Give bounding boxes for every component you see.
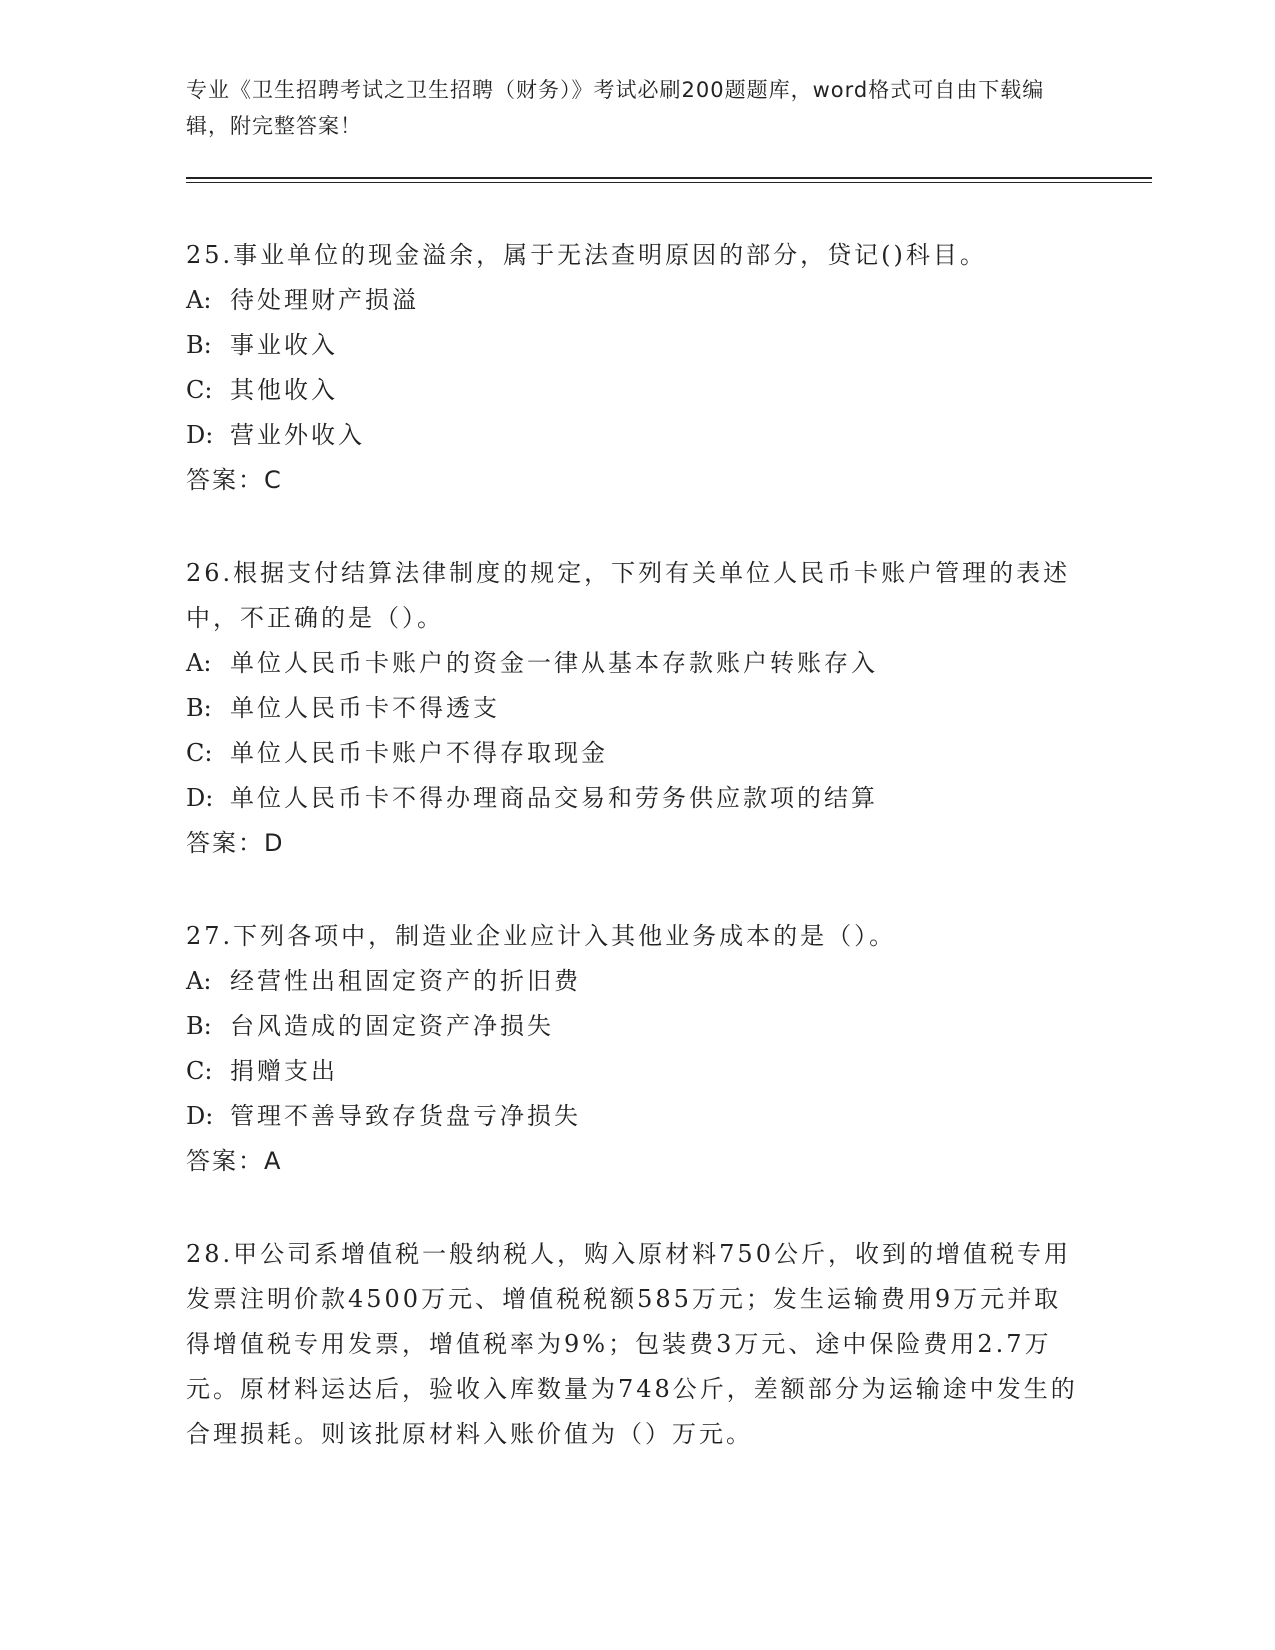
option-b [186,686,1086,731]
option-text: 营业外收入 [230,421,365,449]
option-d [186,1094,1086,1139]
option-text: 单位人民币卡账户不得存取现金 [230,739,608,767]
option-text: 经营性出租固定资产的折旧费 [230,967,581,995]
option-b [186,323,1086,368]
option-letter: B: [186,331,212,359]
option-letter: C: [186,1057,213,1085]
option-a [186,641,1086,686]
option-text: 捐赠支出 [230,1057,338,1085]
question-stem: 25.事业单位的现金溢余，属于无法查明原因的部分，贷记()科目。 [186,241,987,269]
option-d [186,413,1086,458]
option-text: 单位人民币卡不得透支 [230,694,500,722]
option-text: 单位人民币卡账户的资金一律从基本存款账户转账存入 [230,649,878,677]
option-text: 其他收入 [230,376,338,404]
option-letter: B: [186,694,212,722]
option-c [186,1049,1086,1094]
option-a [186,959,1086,1004]
header-divider [186,177,1152,179]
question-25 [186,233,1086,503]
option-letter: D: [186,1102,214,1130]
option-letter: A: [186,649,212,677]
option-letter: D: [186,784,214,812]
option-letter: A: [186,286,212,314]
option-c [186,368,1086,413]
question-28 [186,1232,1086,1457]
option-letter: C: [186,739,213,767]
option-text: 台风造成的固定资产净损失 [230,1012,554,1040]
question-26 [186,551,1086,866]
answer-line: 答案：D [186,829,285,857]
question-27 [186,914,1086,1184]
option-letter: D: [186,421,214,449]
option-b [186,1004,1086,1049]
question-stem: 26.根据支付结算法律制度的规定，下列有关单位人民币卡账户管理的表述中，不正确的是（）。 [186,559,1071,632]
document-header: 专业《卫生招聘考试之卫生招聘（财务）》考试必刷200题题库，word格式可自由下载编辑，附完整答案！ [186,78,1045,138]
option-text: 单位人民币卡不得办理商品交易和劳务供应款项的结算 [230,784,878,812]
option-text: 事业收入 [230,331,338,359]
option-letter: A: [186,967,212,995]
question-stem: 28.甲公司系增值税一般纳税人，购入原材料750公斤，收到的增值税专用发票注明价款4500万元、增值税税额585万元；发生运输费用9万元并取得增值税专用发票，增值税率为9%；包装费3万元、途中保险费用2.7万元。原材料运达后，验收入库数量为748公斤，差额部分为运输途中发生的合理损耗。则该批原材料入账价值为（）万元。 [186,1240,1078,1448]
option-text: 待处理财产损溢 [230,286,419,314]
answer-line: 答案：C [186,466,283,494]
option-d [186,776,1086,821]
option-c [186,731,1086,776]
question-stem: 27.下列各项中，制造业企业应计入其他业务成本的是（）。 [186,922,897,950]
option-text: 管理不善导致存货盘亏净损失 [230,1102,581,1130]
option-letter: B: [186,1012,212,1040]
option-letter: C: [186,376,213,404]
answer-line: 答案：A [186,1147,283,1175]
option-a [186,278,1086,323]
header-divider-thin [186,182,1152,183]
